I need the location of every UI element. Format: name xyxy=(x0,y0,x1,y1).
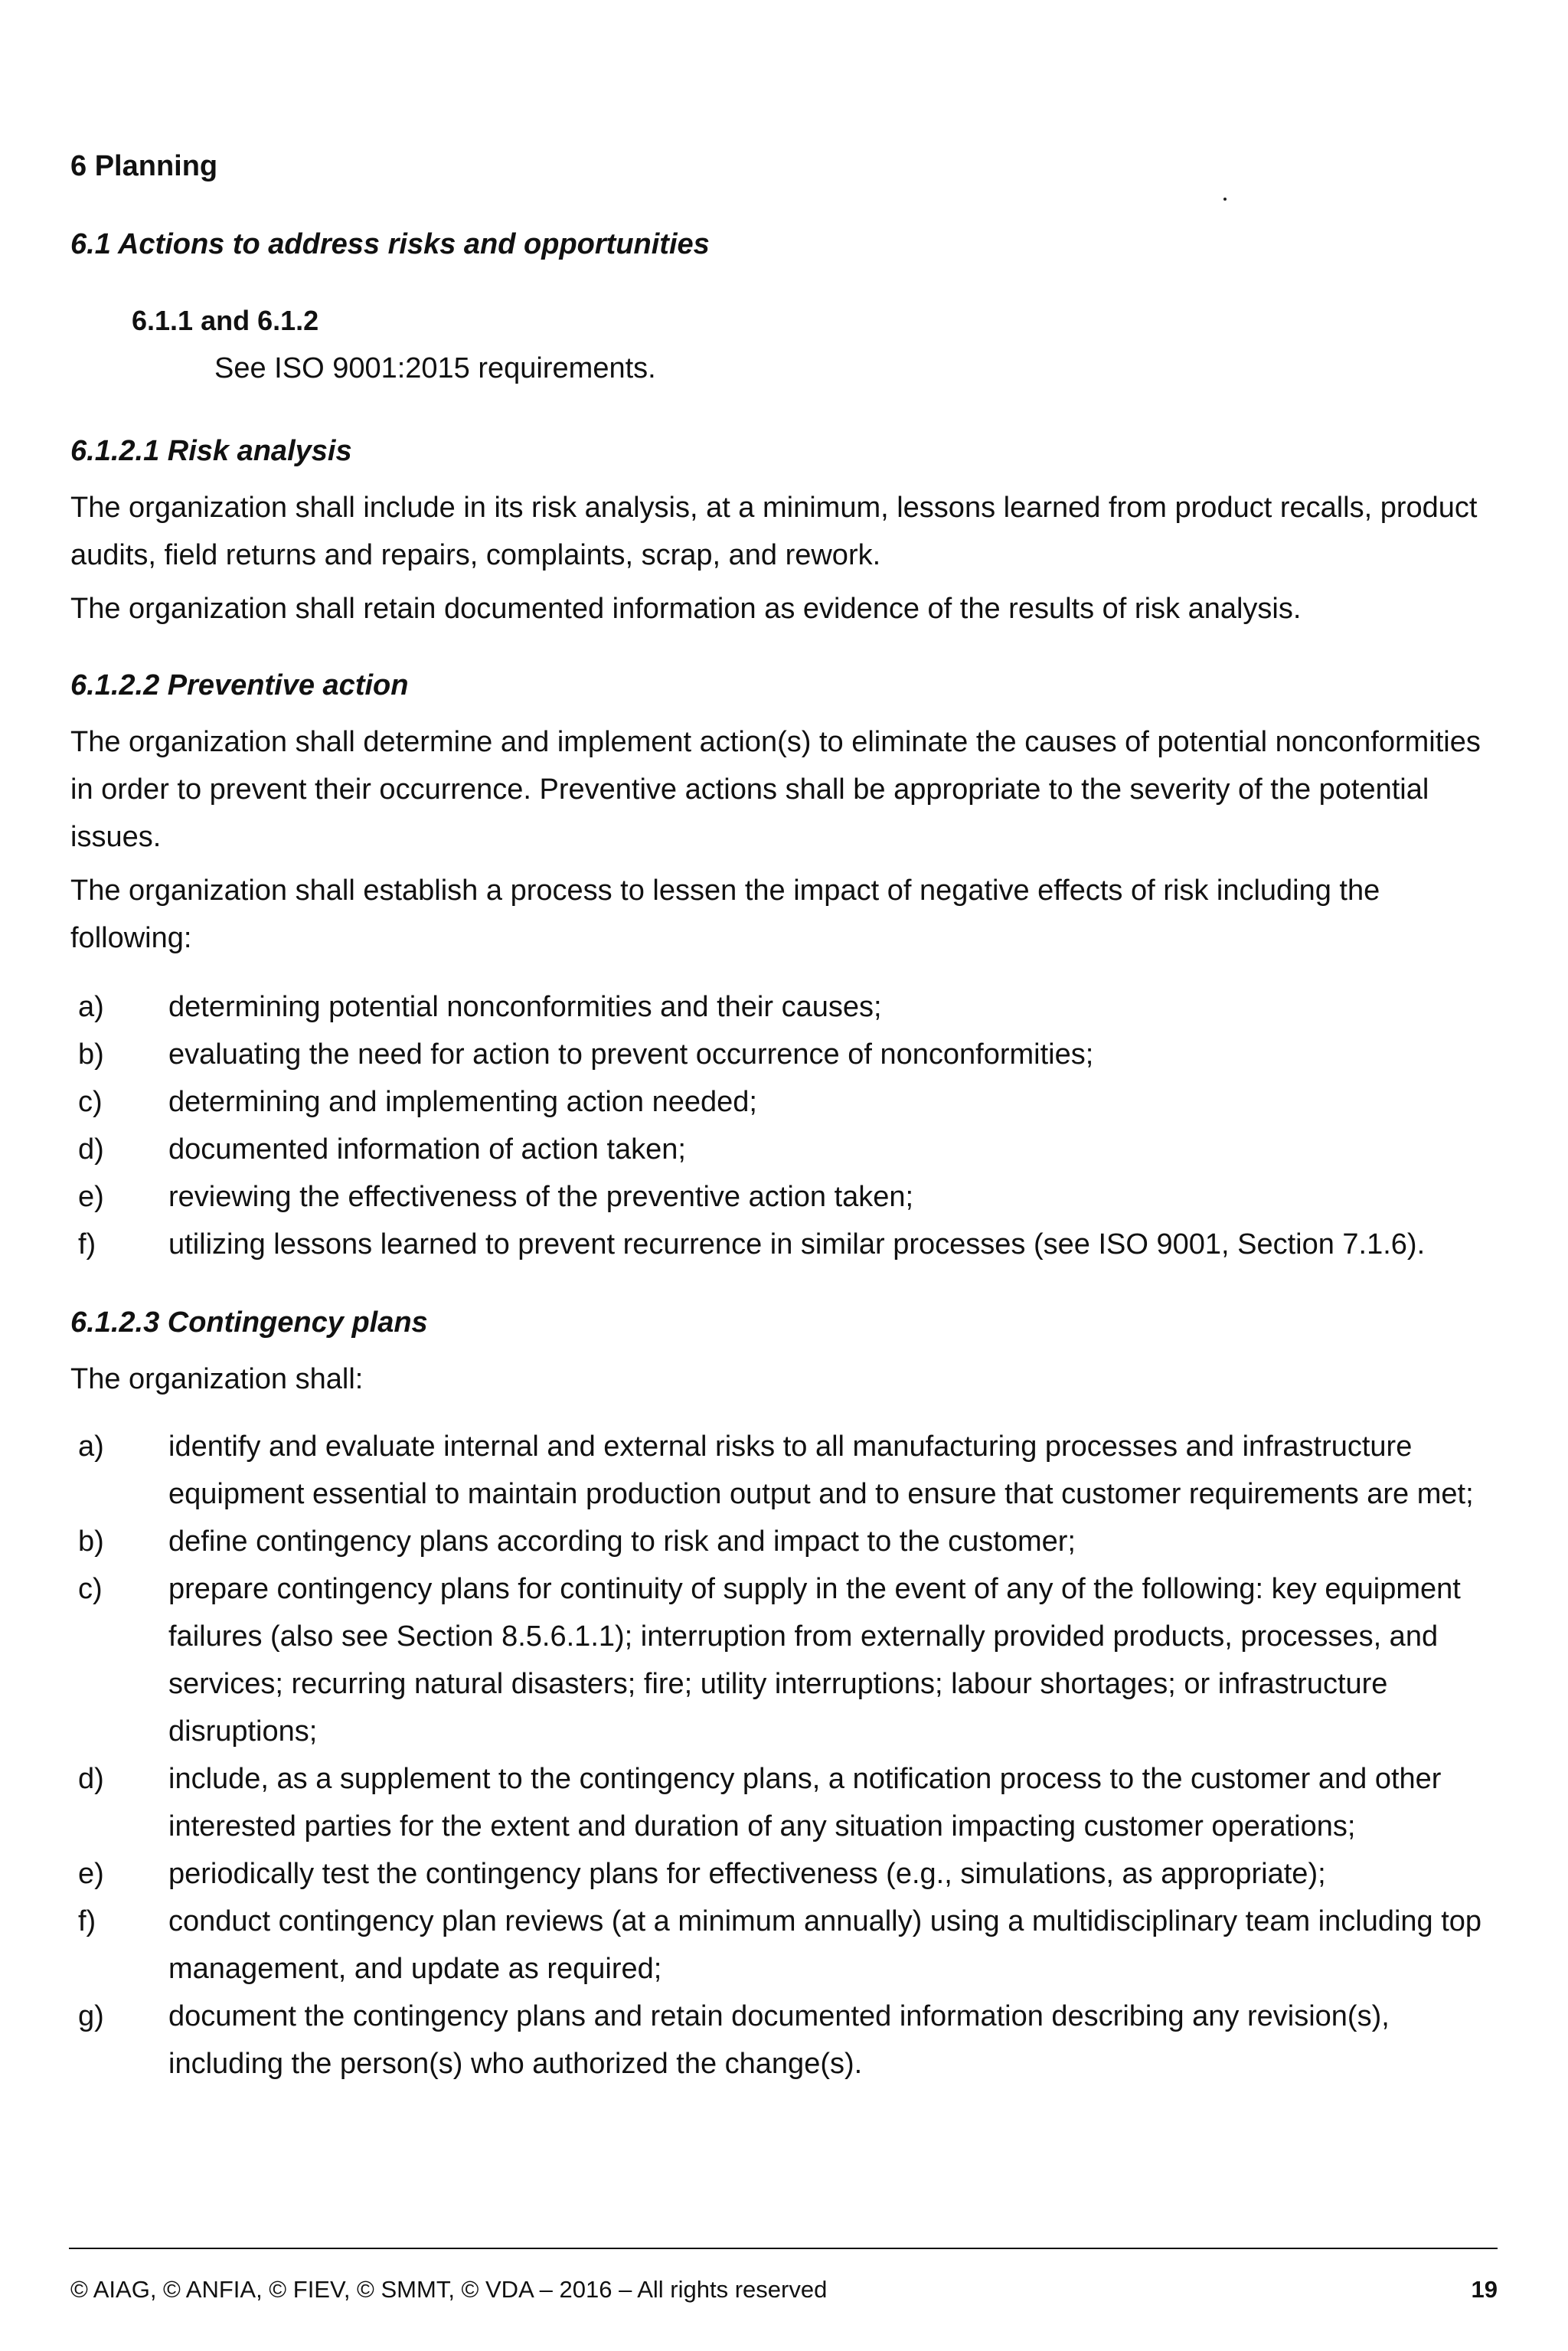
list-marker: c) xyxy=(78,1573,103,1605)
heading-preventive-action: 6.1.2.2 Preventive action xyxy=(70,669,409,701)
list-item-text: documented information of action taken; xyxy=(168,1133,686,1166)
list-item-text: conduct contingency plan reviews (at a minimum annually) using a multidisciplinary team including top management, and update as required; xyxy=(168,1905,1482,1985)
preventive-action-paragraph-2: The organization shall establish a process to lessen the impact of negative effects of risk including the following: xyxy=(70,875,1380,954)
list-item-text: include, as a supplement to the contingency plans, a notification process to the customer and other interested parties for the extent and duration of any situation impacting customer operations; xyxy=(168,1763,1442,1843)
footer-divider xyxy=(69,2248,1498,2249)
list-item xyxy=(70,1755,1510,1850)
list-item xyxy=(70,1518,1510,1565)
list-item xyxy=(70,1565,1510,1755)
list-item xyxy=(70,1078,1510,1126)
list-item xyxy=(70,1850,1510,1898)
list-item-text: prepare contingency plans for continuity of supply in the event of any of the following: key equipment failures (also see Section 8.5.6.1.1); interruption from externally provided products, processes, and services; recurring natural disasters; fire; utility interruptions; labour shortages; or infrastructure disruptions; xyxy=(168,1573,1461,1748)
page-number: 19 xyxy=(1471,2276,1498,2303)
list-marker: c) xyxy=(78,1086,103,1118)
list-item xyxy=(70,1126,1510,1173)
list-item xyxy=(70,1423,1510,1518)
list-item-text: identify and evaluate internal and external risks to all manufacturing processes and infrastructure equipment essential to maintain production output and to ensure that customer requirements are met; xyxy=(168,1431,1474,1510)
list-item-text: utilizing lessons learned to prevent recurrence in similar processes (see ISO 9001, Section 7.1.6). xyxy=(168,1228,1426,1261)
risk-analysis-paragraph-1: The organization shall include in its risk analysis, at a minimum, lessons learned from product recalls, product audits, field returns and repairs, complaints, scrap, and rework. xyxy=(70,492,1478,571)
footer-copyright: © AIAG, © ANFIA, © FIEV, © SMMT, © VDA – 2016 – All rights reserved xyxy=(70,2276,828,2303)
list-marker: a) xyxy=(78,1431,104,1463)
list-marker: d) xyxy=(78,1133,104,1166)
list-marker: a) xyxy=(78,991,104,1023)
list-item-text: document the contingency plans and retain documented information describing any revision(s), including the person(s) who authorized the change(s). xyxy=(168,2000,1390,2080)
list-marker: b) xyxy=(78,1038,104,1071)
list-item xyxy=(70,1993,1510,2088)
heading-risk-analysis: 6.1.2.1 Risk analysis xyxy=(70,435,352,467)
clause-number-heading: 6.1.1 and 6.1.2 xyxy=(132,305,319,336)
heading-contingency-plans: 6.1.2.3 Contingency plans xyxy=(70,1306,428,1339)
contingency-intro: The organization shall: xyxy=(70,1363,364,1395)
list-item xyxy=(70,983,1510,1031)
list-marker: e) xyxy=(78,1858,104,1890)
list-item xyxy=(70,1031,1510,1078)
risk-analysis-paragraph-2: The organization shall retain documented information as evidence of the results of risk analysis. xyxy=(70,593,1302,625)
reference-note: See ISO 9001:2015 requirements. xyxy=(214,352,656,384)
list-item-text: reviewing the effectiveness of the preventive action taken; xyxy=(168,1181,914,1213)
scan-speck xyxy=(1223,198,1227,201)
preventive-action-paragraph-1: The organization shall determine and implement action(s) to eliminate the causes of potential nonconformities in order to prevent their occurrence. Preventive actions shall be appropriate to the severity of the potential issues. xyxy=(70,726,1481,853)
list-item xyxy=(70,1898,1510,1993)
list-marker: f) xyxy=(78,1905,96,1937)
list-item xyxy=(70,1173,1510,1221)
list-item-text: determining potential nonconformities and their causes; xyxy=(168,991,882,1023)
list-marker: b) xyxy=(78,1525,104,1558)
list-item xyxy=(70,1221,1510,1268)
list-item-text: determining and implementing action needed; xyxy=(168,1086,757,1118)
list-item-text: define contingency plans according to risk and impact to the customer; xyxy=(168,1525,1076,1558)
list-item-text: evaluating the need for action to prevent occurrence of nonconformities; xyxy=(168,1038,1094,1071)
contingency-list xyxy=(70,1423,1510,2088)
preventive-action-list xyxy=(70,983,1510,1268)
list-marker: f) xyxy=(78,1228,96,1261)
section-heading-planning: 6 Planning xyxy=(70,150,218,182)
subsection-heading-actions: 6.1 Actions to address risks and opportunities xyxy=(70,228,710,260)
list-marker: e) xyxy=(78,1181,104,1213)
list-marker: g) xyxy=(78,2000,104,2032)
list-marker: d) xyxy=(78,1763,104,1795)
list-item-text: periodically test the contingency plans for effectiveness (e.g., simulations, as appropriate); xyxy=(168,1858,1326,1890)
